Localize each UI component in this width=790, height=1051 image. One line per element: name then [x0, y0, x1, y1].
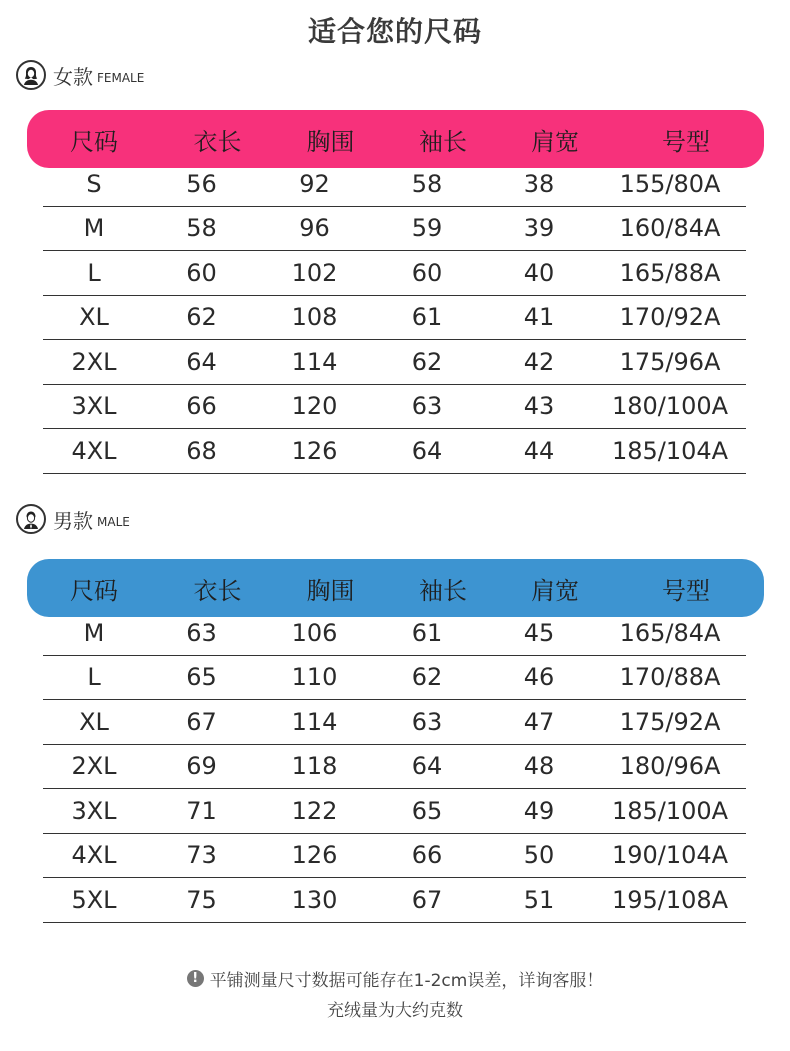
table-cell: XL — [79, 707, 109, 736]
table-cell: 64 — [411, 436, 443, 465]
table-row — [43, 611, 746, 656]
table-cell: 62 — [411, 663, 443, 692]
table-cell: 66 — [186, 392, 217, 421]
table-row — [43, 834, 746, 879]
table-cell: 69 — [186, 752, 217, 781]
table-cell: 38 — [523, 169, 555, 198]
col-header-length: 衣长 — [193, 127, 242, 156]
table-cell: 126 — [291, 841, 338, 870]
table-cell: 39 — [523, 214, 555, 243]
table-cell: 155/80A — [619, 169, 721, 198]
table-cell: 62 — [186, 303, 217, 332]
table-cell: 67 — [186, 707, 217, 736]
table-cell: 40 — [523, 258, 555, 287]
table-row — [43, 340, 746, 385]
table-cell: 122 — [291, 796, 338, 825]
table-cell: 170/92A — [619, 303, 721, 332]
table-cell: 60 — [411, 258, 443, 287]
table-cell: 170/88A — [619, 663, 721, 692]
table-cell: 60 — [186, 258, 217, 287]
table-cell: S — [86, 169, 102, 198]
male-section-label — [16, 502, 130, 536]
table-cell: 51 — [523, 885, 555, 914]
table-row — [43, 789, 746, 834]
table-cell: 59 — [411, 214, 443, 243]
table-cell: 185/104A — [611, 436, 729, 465]
table-cell: 68 — [186, 436, 217, 465]
table-cell: 118 — [291, 752, 338, 781]
table-row — [43, 296, 746, 341]
table-cell: 65 — [411, 796, 443, 825]
table-row — [43, 656, 746, 701]
table-cell: 66 — [411, 841, 443, 870]
col-header-fit: 号型 — [662, 127, 710, 156]
table-cell: 110 — [291, 663, 338, 692]
exclamation-icon: ! — [187, 970, 204, 987]
fill-note: 充绒量为大约克数 — [327, 1001, 463, 1021]
table-cell: 47 — [523, 707, 555, 736]
table-cell: 63 — [411, 707, 443, 736]
table-cell: 43 — [523, 392, 555, 421]
table-cell: 4XL — [71, 841, 117, 870]
table-cell: L — [87, 258, 101, 287]
table-cell: 61 — [411, 618, 443, 647]
table-cell: 58 — [411, 169, 443, 198]
female-avatar-icon — [16, 60, 46, 90]
table-cell: 63 — [186, 618, 217, 647]
col-header-shoulder: 肩宽 — [531, 127, 579, 156]
col-header-fit: 号型 — [662, 576, 710, 605]
table-cell: 114 — [291, 707, 338, 736]
table-row — [43, 162, 746, 207]
table-row — [43, 700, 746, 745]
table-cell: 180/96A — [619, 752, 721, 781]
table-cell: 63 — [411, 392, 443, 421]
col-header-sleeve: 袖长 — [419, 127, 467, 156]
male-size-table — [43, 611, 746, 923]
table-cell: 67 — [411, 885, 443, 914]
table-row — [43, 878, 746, 923]
table-cell: 62 — [411, 347, 443, 376]
col-header-size: 尺码 — [70, 576, 118, 605]
table-cell: M — [83, 618, 105, 647]
table-cell: 2XL — [71, 752, 117, 781]
table-cell: 190/104A — [611, 841, 729, 870]
table-cell: 130 — [291, 885, 338, 914]
table-cell: 195/108A — [611, 885, 729, 914]
table-cell: 71 — [186, 796, 217, 825]
table-cell: 64 — [411, 752, 443, 781]
female-section-label — [16, 58, 144, 92]
male-label-en: MALE — [97, 515, 130, 529]
table-cell: 64 — [186, 347, 217, 376]
table-row — [43, 429, 746, 474]
table-cell: 106 — [291, 618, 338, 647]
table-cell: 61 — [411, 303, 443, 332]
page-title: 适合您的尺码 — [307, 15, 482, 48]
table-cell: 42 — [523, 347, 555, 376]
note-line1-text: 平铺测量尺寸数据可能存在1-2cm误差，详询客服！ — [209, 971, 604, 991]
female-size-table — [43, 162, 746, 474]
female-label-cn: 女款 — [53, 64, 93, 89]
col-header-sleeve: 袖长 — [419, 576, 467, 605]
table-cell: 175/96A — [619, 347, 721, 376]
table-cell: L — [87, 663, 101, 692]
female-label-en: FEMALE — [97, 71, 145, 85]
table-cell: 48 — [523, 752, 555, 781]
table-cell: 126 — [291, 436, 338, 465]
female-table-header — [27, 110, 764, 168]
male-table-header — [27, 559, 764, 617]
table-cell: 108 — [291, 303, 338, 332]
table-cell: 2XL — [71, 347, 117, 376]
table-cell: 45 — [523, 618, 555, 647]
table-cell: 102 — [291, 258, 338, 287]
table-cell: 3XL — [71, 796, 117, 825]
table-cell: 165/88A — [619, 258, 721, 287]
col-header-length: 衣长 — [193, 576, 242, 605]
table-cell: 165/84A — [619, 618, 721, 647]
col-header-size: 尺码 — [70, 127, 118, 156]
table-cell: 96 — [299, 214, 330, 243]
table-cell: 114 — [291, 347, 338, 376]
table-cell: 50 — [523, 841, 555, 870]
table-cell: 58 — [186, 214, 217, 243]
table-cell: 65 — [186, 663, 217, 692]
table-row — [43, 207, 746, 252]
table-cell: 185/100A — [611, 796, 729, 825]
table-row — [43, 745, 746, 790]
table-cell: 44 — [523, 436, 555, 465]
measurement-note — [0, 966, 790, 991]
table-cell: 75 — [186, 885, 217, 914]
col-header-chest: 胸围 — [306, 576, 355, 605]
table-cell: M — [83, 214, 105, 243]
table-cell: 175/92A — [619, 707, 721, 736]
table-row — [43, 385, 746, 430]
table-cell: 49 — [523, 796, 555, 825]
table-cell: 46 — [523, 663, 555, 692]
table-cell: XL — [79, 303, 109, 332]
table-cell: 120 — [291, 392, 338, 421]
table-cell: 56 — [186, 169, 217, 198]
table-cell: 180/100A — [611, 392, 729, 421]
table-cell: 5XL — [71, 885, 117, 914]
col-header-shoulder: 肩宽 — [531, 576, 579, 605]
table-cell: 160/84A — [619, 214, 721, 243]
table-cell: 4XL — [71, 436, 117, 465]
table-cell: 41 — [523, 303, 555, 332]
table-cell: 73 — [186, 841, 217, 870]
table-cell: 3XL — [71, 392, 117, 421]
col-header-chest: 胸围 — [306, 127, 355, 156]
male-label-cn: 男款 — [53, 508, 93, 533]
male-avatar-icon — [16, 504, 46, 534]
table-row — [43, 251, 746, 296]
table-cell: 92 — [299, 169, 330, 198]
